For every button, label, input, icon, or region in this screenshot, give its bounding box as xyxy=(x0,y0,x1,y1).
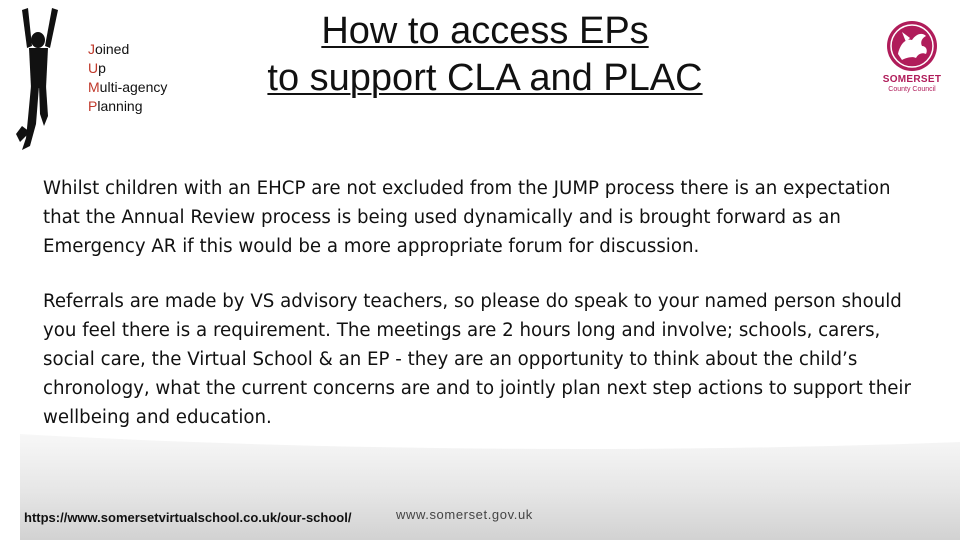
council-subtitle: County Council xyxy=(888,86,936,93)
somerset-council-logo xyxy=(876,20,948,100)
dragon-crest-icon xyxy=(882,20,942,72)
jump-word-joined: Joined xyxy=(88,41,130,57)
title-line-2: to support CLA and PLAC xyxy=(267,57,703,99)
council-name: SOMERSET xyxy=(882,74,942,85)
page-title xyxy=(240,8,730,102)
somerset-website-text: www.somerset.gov.uk xyxy=(396,507,533,522)
paragraph-ehcp: Whilst children with an EHCP are not excluded from the JUMP process there is an expectation that the Annual Review process is being used dynamically and is brought forward as an Emergency AR if this would be a more appropriate forum for discussion. xyxy=(43,178,891,257)
jump-word-multi-agency: Multi-agency xyxy=(88,79,168,95)
jump-logo xyxy=(0,0,220,160)
jump-word-planning: Planning xyxy=(88,98,143,114)
paragraph-referrals: Referrals are made by VS advisory teachers, so please do speak to your named person should you feel there is a requirement. The meetings are 2 hours long and involve; schools, carers, social care, the Virtual School & an EP - they are an opportunity to think about the child’s chronology, what the current concerns are and to jointly plan next step actions to support their wellbeing and education. xyxy=(43,291,911,428)
jump-word-up: Up xyxy=(88,60,106,76)
jump-acronym xyxy=(88,40,167,116)
title-line-1: How to access EPs xyxy=(321,10,649,52)
jumping-person-icon xyxy=(8,6,78,156)
virtual-school-link[interactable]: https://www.somersetvirtualschool.co.uk/our-school/ xyxy=(24,510,352,525)
